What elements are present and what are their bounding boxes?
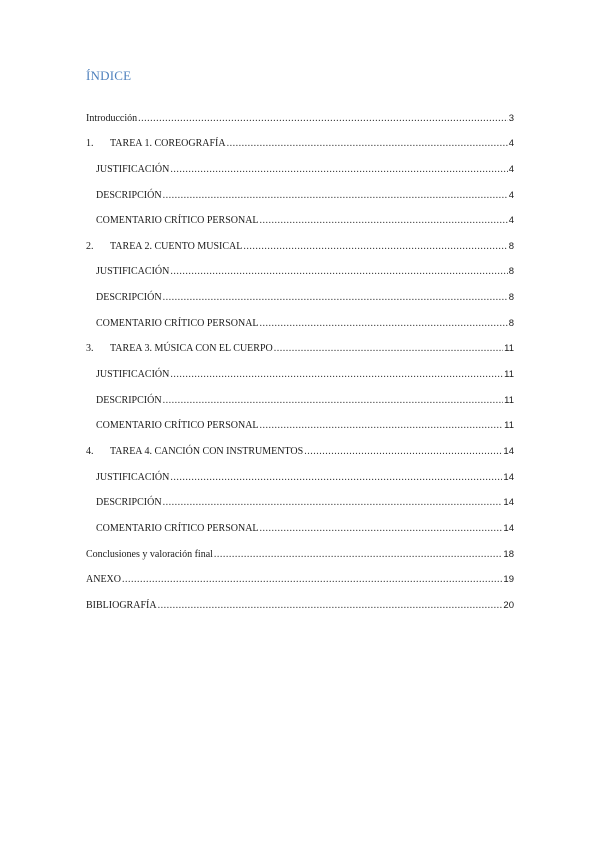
toc-entry[interactable] (86, 535, 514, 561)
toc-page-number: 11 (504, 420, 514, 432)
toc-dot-leader (214, 549, 503, 561)
toc-entry[interactable] (86, 586, 514, 612)
toc-entry[interactable] (86, 176, 514, 202)
toc-entry[interactable] (86, 304, 514, 330)
toc-entry-text: Conclusiones y valoración final (86, 548, 213, 560)
toc-page-number: 14 (503, 471, 514, 483)
toc-entry-text: TAREA 2. CUENTO MUSICAL (110, 240, 243, 252)
toc-dot-leader (170, 369, 503, 381)
toc-entry[interactable] (86, 355, 514, 381)
toc-dot-leader (170, 164, 507, 176)
toc-page-number: 18 (503, 548, 514, 560)
toc-entry-text: JUSTIFICACIÓN (96, 163, 170, 175)
toc-page-number: 14 (503, 445, 514, 457)
toc-entry[interactable] (86, 561, 514, 587)
toc-entry[interactable] (86, 125, 514, 151)
toc-entry[interactable] (86, 278, 514, 304)
toc-dot-leader (304, 446, 502, 458)
toc-entry[interactable] (86, 509, 514, 535)
toc-entry-text: DESCRIPCIÓN (96, 394, 162, 406)
toc-page-number: 4 (508, 138, 514, 150)
toc-entry-text: COMENTARIO CRÍTICO PERSONAL (96, 317, 259, 329)
toc-entry[interactable] (86, 407, 514, 433)
toc-page-number: 4 (508, 163, 514, 175)
toc-entry[interactable] (86, 458, 514, 484)
toc-page-number: 8 (508, 266, 514, 278)
toc-entry-number: 3. (86, 343, 94, 355)
toc-dot-leader (227, 138, 508, 150)
toc-page-number: 8 (508, 317, 514, 329)
toc-dot-leader (138, 113, 508, 125)
toc-dot-leader (243, 241, 507, 253)
toc-entry-text: DESCRIPCIÓN (96, 497, 162, 509)
toc-entry-text: JUSTIFICACIÓN (96, 471, 170, 483)
toc-dot-leader (170, 472, 502, 484)
toc-entry-text: DESCRIPCIÓN (96, 292, 162, 304)
toc-title: ÍNDICE (86, 68, 132, 83)
toc-dot-leader (163, 292, 508, 304)
toc-entry-text: TAREA 3. MÚSICA CON EL CUERPO (110, 343, 273, 355)
toc-entry[interactable] (86, 150, 514, 176)
toc-entry-text: Introducción (86, 112, 138, 124)
toc-dot-leader (260, 420, 504, 432)
toc-page-number: 11 (504, 369, 514, 381)
toc-entry-text: TAREA 1. COREOGRAFÍA (110, 138, 226, 150)
toc-entry-number: 4. (86, 445, 94, 457)
toc-page-number: 11 (504, 343, 514, 355)
toc-entry[interactable] (86, 381, 514, 407)
toc-dot-leader (158, 600, 503, 612)
toc-dot-leader (163, 395, 504, 407)
toc-page-number: 20 (503, 599, 514, 611)
toc-entry[interactable] (86, 99, 514, 125)
toc-dot-leader (163, 190, 508, 202)
toc-entry-number: 2. (86, 240, 94, 252)
toc-entry-text: JUSTIFICACIÓN (96, 369, 170, 381)
toc-page-number: 8 (508, 292, 514, 304)
toc-dot-leader (260, 523, 503, 535)
toc-dot-leader (274, 343, 503, 355)
toc-page-number: 8 (508, 240, 514, 252)
toc-entry-text: COMENTARIO CRÍTICO PERSONAL (96, 215, 259, 227)
toc-dot-leader (163, 497, 503, 509)
toc-entry[interactable] (86, 253, 514, 279)
table-of-contents (86, 99, 514, 612)
toc-entry-number: 1. (86, 138, 94, 150)
toc-entry[interactable] (86, 202, 514, 228)
toc-entry[interactable] (86, 432, 514, 458)
toc-page-number: 4 (508, 189, 514, 201)
toc-entry-text: BIBLIOGRAFÍA (86, 599, 157, 611)
toc-entry[interactable] (86, 227, 514, 253)
toc-page-number: 3 (508, 112, 514, 124)
toc-entry-text: JUSTIFICACIÓN (96, 266, 170, 278)
toc-entry-text: DESCRIPCIÓN (96, 189, 162, 201)
toc-entry[interactable] (86, 330, 514, 356)
toc-entry[interactable] (86, 484, 514, 510)
toc-entry-text: TAREA 4. CANCIÓN CON INSTRUMENTOS (110, 445, 304, 457)
toc-dot-leader (170, 266, 507, 278)
toc-dot-leader (260, 318, 508, 330)
toc-page-number: 11 (504, 394, 514, 406)
toc-entry-text: COMENTARIO CRÍTICO PERSONAL (96, 420, 259, 432)
toc-entry-text: ANEXO (86, 574, 121, 586)
toc-page-number: 14 (503, 497, 514, 509)
toc-entry-text: COMENTARIO CRÍTICO PERSONAL (96, 522, 259, 534)
toc-page-number: 19 (503, 574, 514, 586)
toc-page-number: 4 (508, 215, 514, 227)
toc-page-number: 14 (503, 522, 514, 534)
toc-dot-leader (122, 574, 502, 586)
toc-dot-leader (260, 215, 508, 227)
